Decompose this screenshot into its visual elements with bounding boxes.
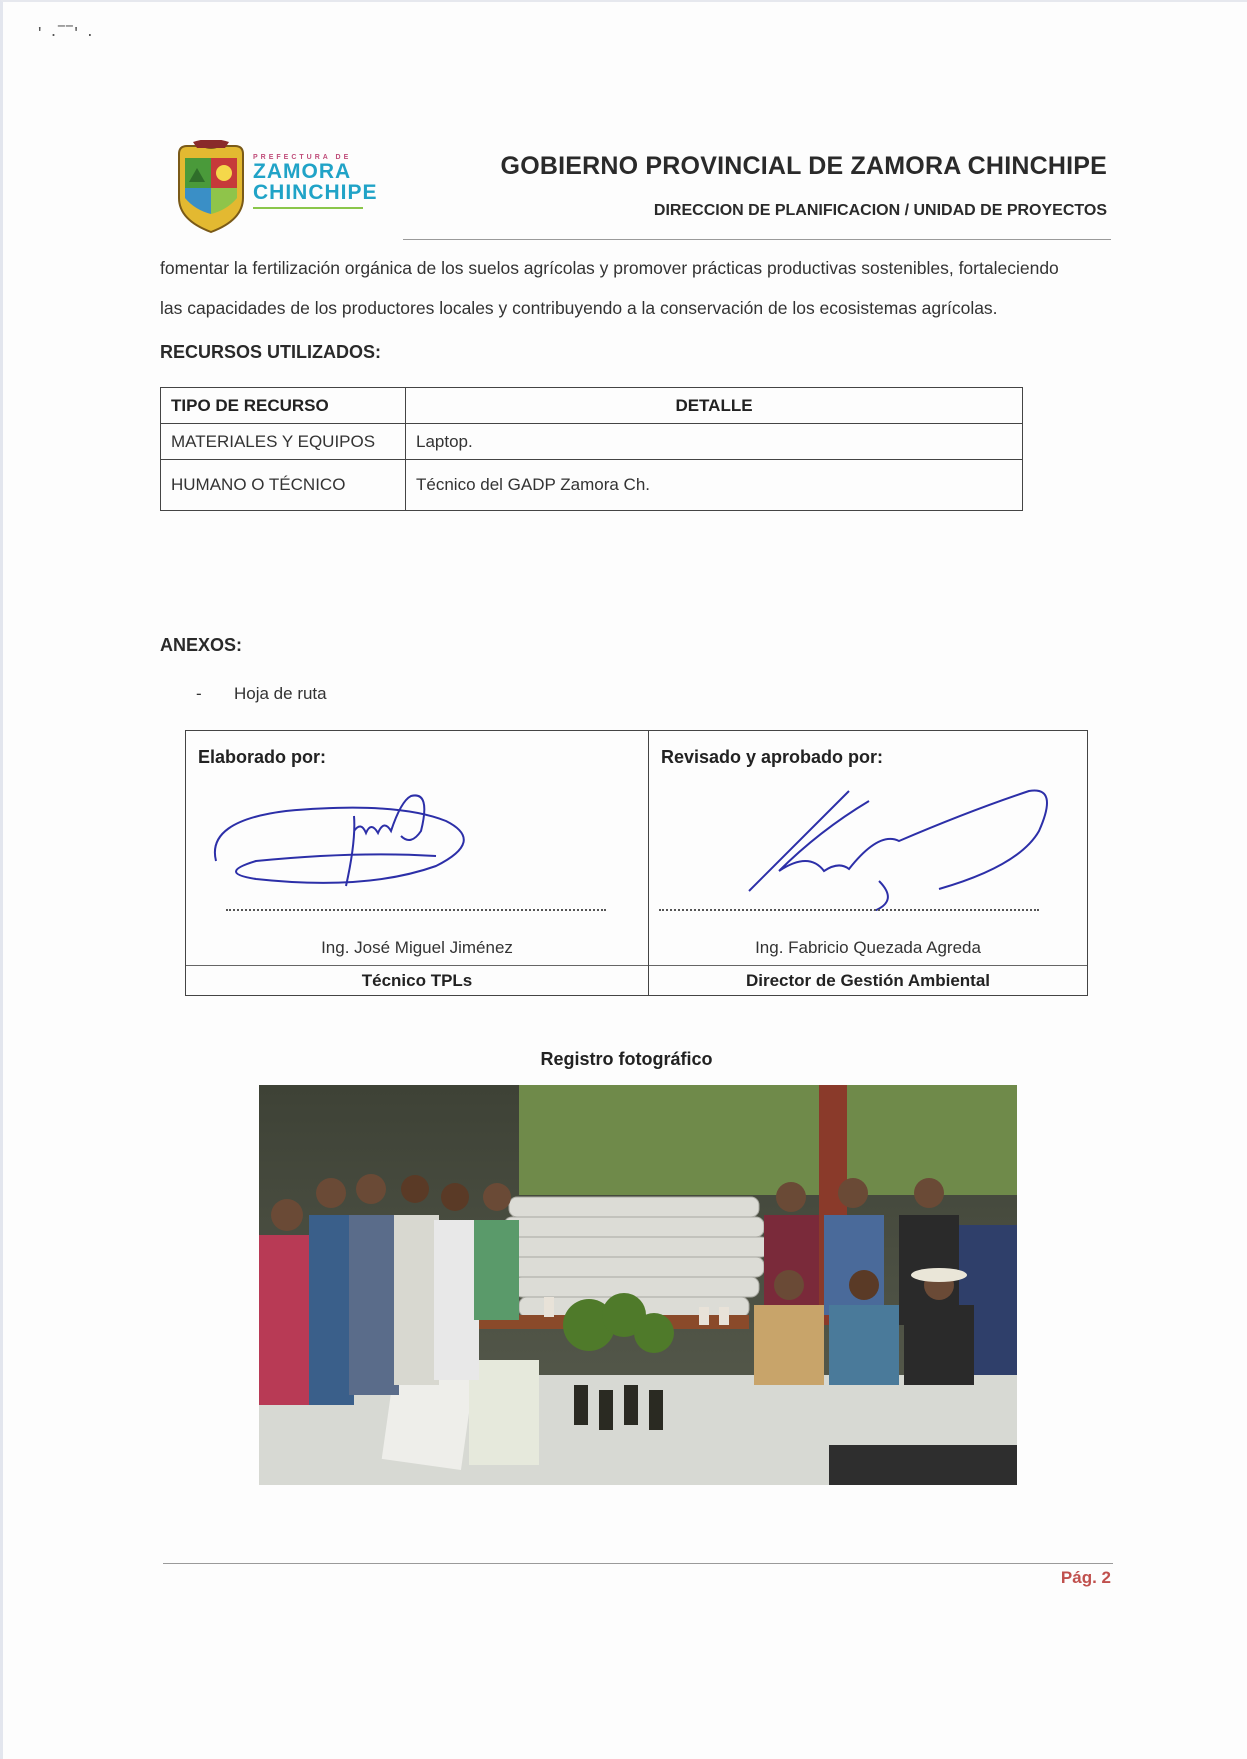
logo-wordmark [253, 154, 378, 209]
table-header-row [161, 388, 1023, 424]
signature-image-right [739, 771, 1059, 911]
page-subtitle: DIRECCION DE PLANIFICACION / UNIDAD DE PROYECTOS [653, 202, 1107, 219]
table-row [161, 424, 1023, 460]
table-cell: HUMANO O TÉCNICO [161, 460, 406, 511]
footer-divider [163, 1563, 1113, 1564]
logo-underline [253, 207, 363, 209]
scan-artifact: ' ·‾‾' · [38, 24, 95, 44]
signature-table [185, 730, 1088, 996]
list-item [196, 684, 327, 704]
table-row [161, 460, 1023, 511]
table-cell: MATERIALES Y EQUIPOS [161, 424, 406, 460]
signature-line-right [659, 909, 1039, 911]
group-photo [259, 1085, 1017, 1485]
prepared-by-role: Técnico TPLs [361, 971, 473, 990]
bullet-dash: - [196, 684, 202, 703]
prepared-by-name: Ing. José Miguel Jiménez [321, 938, 513, 957]
logo-line-1: ZAMORA [253, 160, 352, 183]
header-divider [403, 239, 1111, 240]
resources-heading: RECURSOS UTILIZADOS: [160, 342, 382, 362]
signature-cell-prepared [186, 731, 649, 995]
intro-line-1: fomentar la fertilización orgánica de los suelos agrícolas y promover prácticas productivas sostenibles, fortaleciendo [160, 258, 1059, 278]
page-number: Pág. 2 [1060, 1568, 1111, 1587]
resources-table [160, 387, 1023, 511]
page-title: GOBIERNO PROVINCIAL DE ZAMORA CHINCHIPE [500, 152, 1107, 180]
intro-paragraph [160, 248, 1115, 328]
approved-by-role: Director de Gestión Ambiental [745, 971, 991, 990]
table-header-detail: DETALLE [406, 388, 1023, 424]
annex-item-text: Hoja de ruta [234, 684, 327, 703]
logo-small-text: PREFECTURA DE [253, 154, 352, 161]
signature-cell-approved [649, 731, 1087, 995]
photo-section-title: Registro fotográfico [540, 1049, 713, 1069]
approved-by-name: Ing. Fabricio Quezada Agreda [755, 938, 981, 957]
approved-by-label: Revisado y aprobado por: [661, 747, 884, 767]
signature-line-left [226, 909, 606, 911]
signature-image-left [196, 761, 496, 901]
intro-line-2: las capacidades de los productores locales y contribuyendo a la conservación de los ecosistemas agrícolas. [160, 298, 998, 318]
table-cell: Laptop. [406, 424, 1023, 460]
annexes-heading: ANEXOS: [160, 635, 243, 655]
table-cell: Técnico del GADP Zamora Ch. [406, 460, 1023, 511]
logo-line-2: CHINCHIPE [253, 181, 378, 204]
prepared-by-label: Elaborado por: [198, 747, 327, 767]
table-header-type: TIPO DE RECURSO [161, 388, 406, 424]
